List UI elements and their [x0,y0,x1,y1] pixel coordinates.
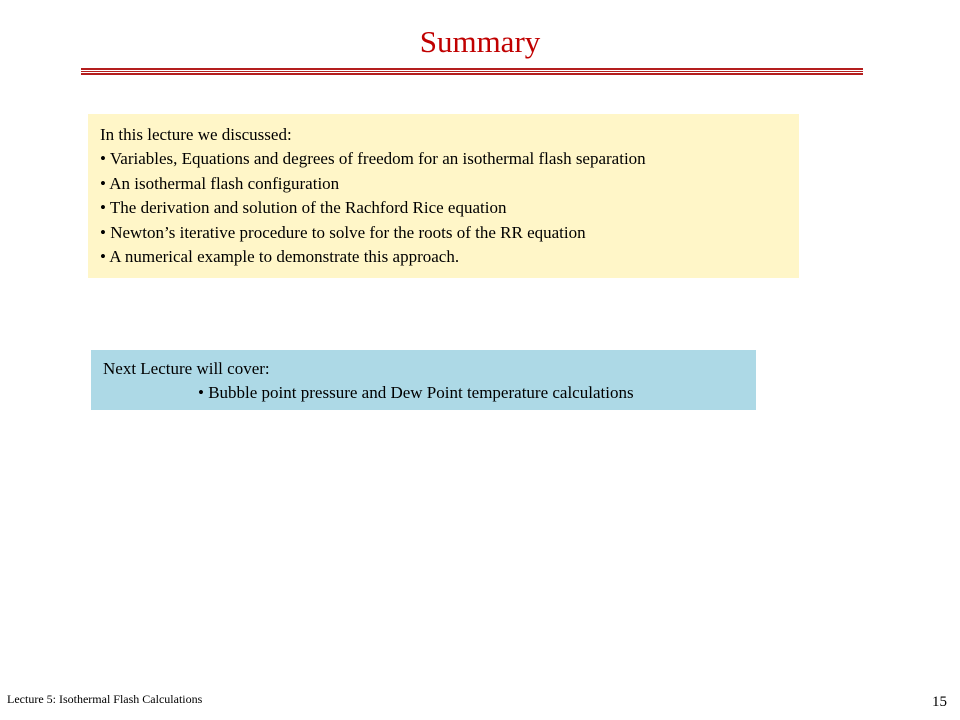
discussed-item: • The derivation and solution of the Rachford Rice equation [100,198,507,218]
next-lecture-item: • Bubble point pressure and Dew Point temperature calculations [198,383,634,403]
next-lecture-heading: Next Lecture will cover: [103,359,270,378]
page-number: 15 [932,694,947,710]
next-lecture-box [91,350,756,410]
slide-title: Summary [419,24,541,59]
discussed-item: • Newton’s iterative procedure to solve for the roots of the RR equation [100,222,586,242]
title-divider [81,68,863,75]
footer-lecture-label: Lecture 5: Isothermal Flash Calculations [7,692,203,706]
title-divider-line [81,68,863,70]
discussed-item: • An isothermal flash configuration [100,173,340,193]
discussed-item: • Variables, Equations and degrees of freedom for an isothermal flash separation [100,149,646,169]
title-divider-line [81,73,863,75]
discussed-heading: In this lecture we discussed: [100,125,292,144]
title-divider-line [81,71,863,72]
discussed-summary-box [88,114,799,278]
discussed-item: • A numerical example to demonstrate this approach. [100,247,460,267]
